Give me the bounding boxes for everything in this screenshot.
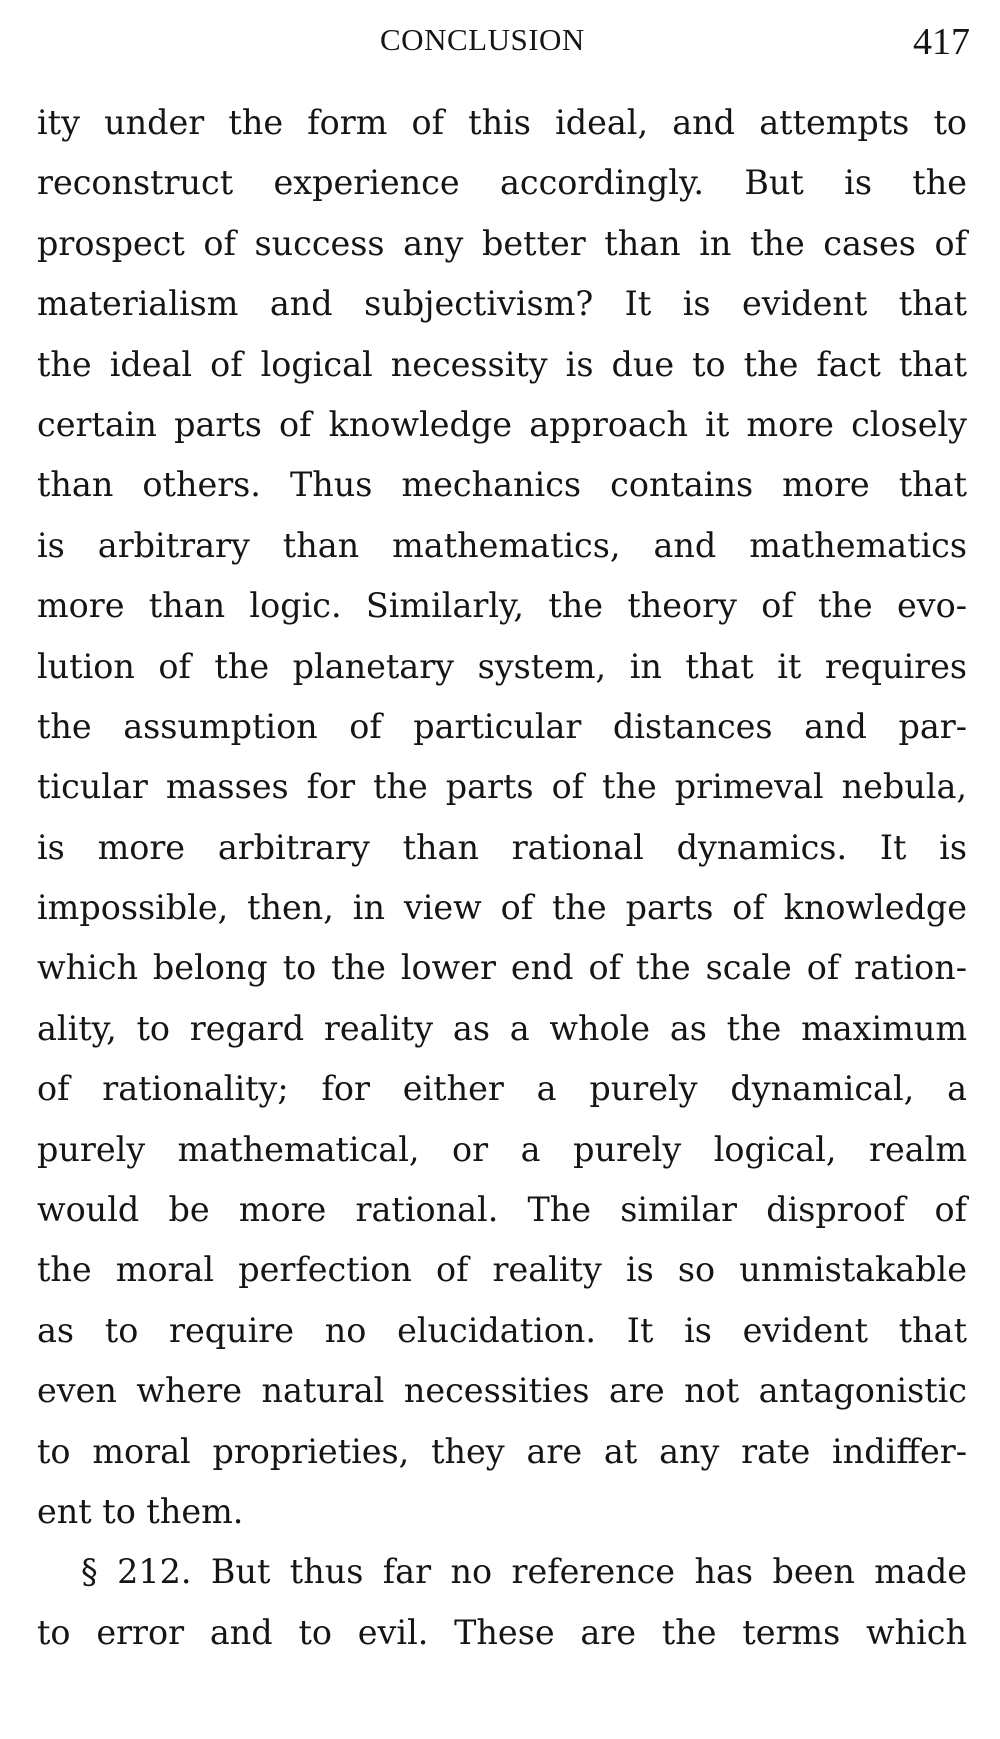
text-line: is arbitrary than mathematics, and mathematics bbox=[37, 525, 967, 565]
text-line: to error and to evil. These are the terms which bbox=[37, 1612, 967, 1652]
text-line: ality, to regard reality as a whole as the maximum bbox=[37, 1008, 967, 1048]
body-text bbox=[37, 93, 967, 1663]
text-line: lution of the planetary system, in that it requires bbox=[37, 646, 967, 686]
section-start-line: § 212. But thus far no reference has been made bbox=[81, 1552, 967, 1592]
text-line: ity under the form of this ideal, and attempts to bbox=[37, 103, 967, 142]
text-line: more than logic. Similarly, the theory of the evo- bbox=[37, 586, 967, 626]
text-line: which belong to the lower end of the scale of ration- bbox=[37, 948, 967, 988]
paragraph-end-line: ent to them. bbox=[37, 1491, 244, 1531]
text-line: as to require no elucidation. It is evident that bbox=[37, 1310, 967, 1350]
text-line: reconstruct experience accordingly. But is the bbox=[37, 163, 967, 203]
text-line: is more arbitrary than rational dynamics. It is bbox=[37, 827, 967, 867]
text-line: purely mathematical, or a purely logical, realm bbox=[37, 1129, 967, 1169]
text-line: materialism and subjectivism? It is evident that bbox=[37, 284, 967, 324]
running-head bbox=[40, 22, 970, 72]
text-line: ticular masses for the parts of the primeval nebula, bbox=[37, 767, 967, 807]
text-line: prospect of success any better than in the cases of bbox=[37, 223, 967, 263]
text-line: of rationality; for either a purely dynamical, a bbox=[37, 1069, 967, 1109]
text-line: even where natural necessities are not antagonistic bbox=[37, 1371, 967, 1411]
text-line: impossible, then, in view of the parts of knowledge bbox=[37, 888, 967, 928]
text-line: certain parts of knowledge approach it more closely bbox=[37, 404, 967, 444]
text-line: to moral proprieties, they are at any rate indiffer- bbox=[37, 1431, 967, 1471]
page-number: 417 bbox=[913, 21, 970, 63]
text-line: the assumption of particular distances and par- bbox=[37, 706, 967, 746]
text-line: the moral perfection of reality is so unmistakable bbox=[37, 1250, 967, 1290]
chapter-title: CONCLUSION bbox=[380, 22, 585, 57]
text-line: than others. Thus mechanics contains more that bbox=[37, 465, 967, 505]
text-line: the ideal of logical necessity is due to the fact that bbox=[37, 344, 967, 384]
text-line: would be more rational. The similar disproof of bbox=[37, 1190, 967, 1230]
